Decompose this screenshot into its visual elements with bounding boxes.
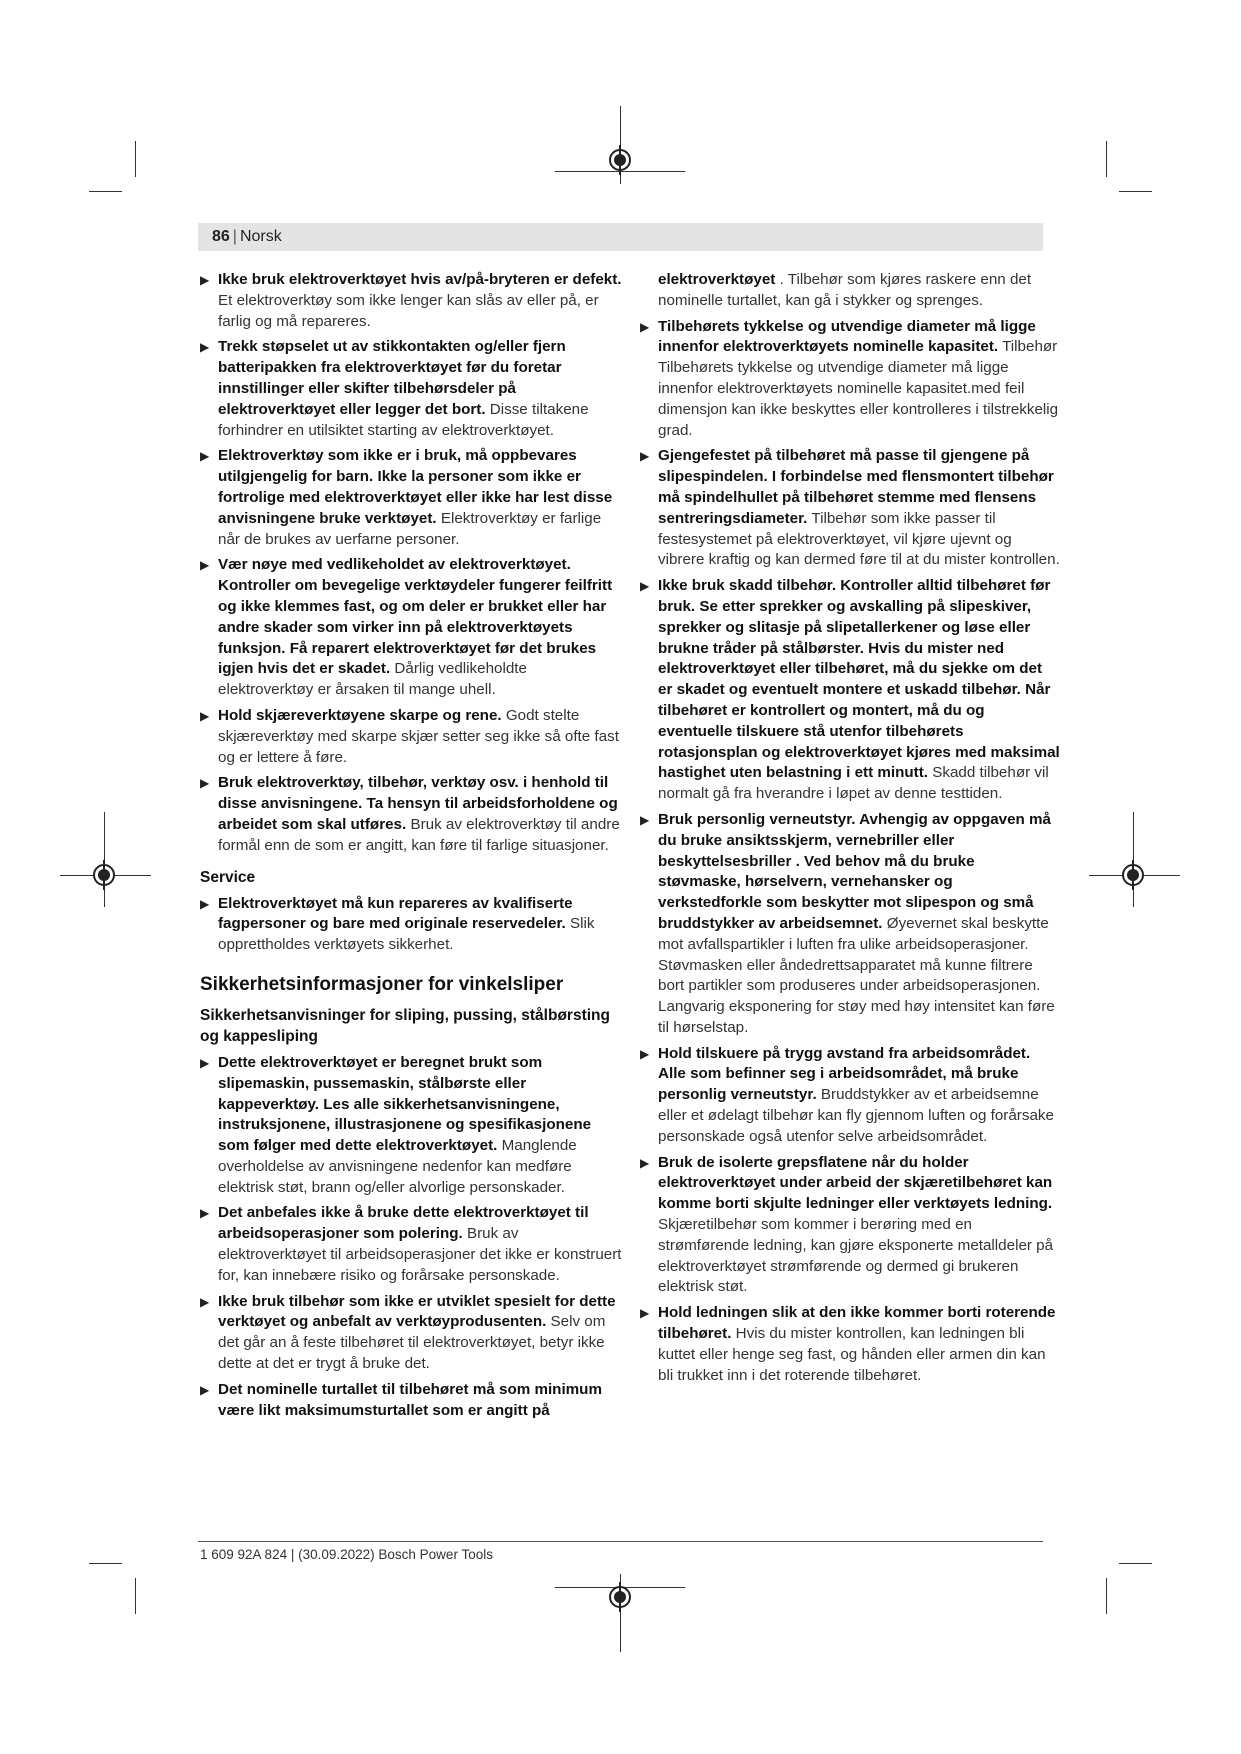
section-title: Sikkerhetsinformasjoner for vinkelsliper xyxy=(200,973,564,995)
triangle-right-icon: ▶ xyxy=(200,340,210,355)
page-footer: 1 609 92A 824 | (30.09.2022) Bosch Power Tools xyxy=(200,1547,493,1562)
safety-bullet: ▶ Ikke bruk elektroverktøyet hvis av/på-bryteren er defekt. Et elektroverktøy som ikke lenger kan slås av eller på, er farlig og må repareres. xyxy=(200,271,622,330)
safety-bullet: ▶ Det nominelle turtallet til tilbehøret må som minimum være likt maksimumsturtallet som er angitt på xyxy=(200,1380,602,1419)
page-header-bar xyxy=(198,223,1043,251)
safety-bullet: ▶ Gjengefestet på tilbehøret må passe til gjengene på slipespindelen. I forbindelse med flensmontert tilbehør må spindelhullet på tilbehøret stemme med flensens sentreringsdiameter. Tilbehør som ikke passer til festesystemet på elektroverktøyet, vil kjøre ujevnt og vibrere kraftig og kan dermed føre til at du mister kontrollen. xyxy=(640,447,1060,569)
triangle-right-icon: ▶ xyxy=(640,319,650,334)
triangle-right-icon: ▶ xyxy=(200,1055,210,1070)
triangle-right-icon: ▶ xyxy=(200,273,210,287)
registration-mark-icon xyxy=(609,149,631,171)
right-column xyxy=(640,270,1060,1391)
crop-mark xyxy=(89,1563,122,1564)
registration-mark-icon xyxy=(1122,864,1144,886)
triangle-right-icon: ▶ xyxy=(200,449,210,464)
safety-bullet: ▶ Elektroverktøyet må kun repareres av kvalifiserte fagpersoner og bare med originale reservedeler. Slik opprettholdes verktøyets sikkerhet. xyxy=(200,894,595,954)
registration-mark-icon xyxy=(93,864,115,886)
left-column xyxy=(200,270,625,1426)
triangle-right-icon: ▶ xyxy=(640,1306,650,1321)
triangle-right-icon: ▶ xyxy=(200,708,210,723)
triangle-right-icon: ▶ xyxy=(640,1155,650,1170)
triangle-right-icon: ▶ xyxy=(640,1046,650,1061)
crop-mark xyxy=(135,1578,136,1614)
triangle-right-icon: ▶ xyxy=(640,449,650,464)
crop-mark xyxy=(1106,1578,1107,1614)
safety-bullet: ▶ Tilbehørets tykkelse og utvendige diameter må ligge innenfor elektroverktøyets nominelle kapasitet. Tilbehør Tilbehørets tykkelse og utvendige diameter må ligge innenfor elektroverktøyets nominelle kapasitet.med feil dimensjon kan ikke beskyttes eller kontrolleres i tilstrekkelig grad. xyxy=(640,317,1059,439)
page-header xyxy=(212,226,282,248)
safety-bullet: ▶ Ikke bruk tilbehør som ikke er utviklet spesielt for dette verktøyet og anbefalt av verktøyprodusenten. Selv om det går an å feste tilbehøret til elektroverktøyet, betyr ikke dette at det er trygt å bruke det. xyxy=(200,1292,616,1373)
safety-bullet: ▶ Trekk støpselet ut av stikkontakten og/eller fjern batteripakken fra elektroverktøyet før du foretar innstillinger eller skifter tilbehørsdeler på elektroverktøyet eller legger det bort. Disse tiltakene forhindrer en utilsiktet starting av elektroverktøyet. xyxy=(200,338,589,439)
triangle-right-icon: ▶ xyxy=(200,1206,210,1221)
crop-mark xyxy=(1106,141,1107,177)
page-number: 86 xyxy=(212,228,230,245)
safety-bullet: ▶ Elektroverktøy som ikke er i bruk, må oppbevares utilgjengelig for barn. Ikke la personer som ikke er fortrolige med elektroverktøyet eller ikke har lest disse anvisningene bruke verktøyet. Elektroverktøy er farlige når de brukes av uerfarne personer. xyxy=(200,447,613,548)
crop-mark xyxy=(1119,191,1152,192)
safety-bullet: ▶ Bruk de isolerte grepsflatene når du holder elektroverktøyet under arbeid der skjæretilbehøret kan komme borti skjulte ledninger eller verktøyets ledning. Skjæretilbehør som kommer i berøring med en strømførende ledning, kan gjøre eksponerte metalldeler på elektroverktøyet strømførende og dermed gi brukeren elektrisk støt. xyxy=(640,1153,1054,1296)
safety-bullet: ▶ Det anbefales ikke å bruke dette elektroverktøyet til arbeidsoperasjoner som polering. Bruk av elektroverktøyet til arbeidsoperasjoner det ikke er konstruert for, kan innebære risiko og forårsake personskade. xyxy=(200,1204,622,1284)
safety-bullet: ▶ Dette elektroverktøyet er beregnet brukt som slipemaskin, pussemaskin, stålbørste eller kappeverktøy. Les alle sikkerhetsanvisningene, instruksjonene, illustrasjonene og spesifikasjonene som følger med dette elektroverktøyet. Manglende overholdelse av anvisningene nedenfor kan medføre elektrisk støt, brann og/eller alvorlige personskader. xyxy=(200,1053,592,1196)
triangle-right-icon: ▶ xyxy=(200,1382,210,1397)
safety-bullet: ▶ Hold skjæreverktøyene skarpe og rene. Godt stelte skjæreverktøy med skarpe skjær setter seg ikke så ofte fast og er lettere å føre. xyxy=(200,706,619,766)
crop-mark xyxy=(1119,1563,1152,1564)
safety-bullet: ▶ Bruk personlig verneutstyr. Avhengig av oppgaven må du bruke ansiktsskjerm, vernebriller eller beskyttelsesbriller . Ved behov må du bruke støvmaske, hørselvern, vernehansker og verkstedforkle som beskytter mot slipespon og små bruddstykker av arbeidsemnet. Øyevernet skal beskytte mot avfallspartikler i luften fra ulike arbeidsoperasjoner. Støvmasken eller åndedrettsapparatet må kunne filtrere bort partikler som produseres under arbeidsoperasjonen. Langvarig eksponering for støy med høy intensitet kan føre til hørselstap. xyxy=(640,810,1055,1036)
safety-bullet: ▶ Bruk elektroverktøy, tilbehør, verktøy osv. i henhold til disse anvisningene. Ta hensyn til arbeidsforholdene og arbeidet som skal utføres. Bruk av elektroverktøy til andre formål enn de som er angitt, kan føre til farlige situasjoner. xyxy=(200,774,620,854)
safety-bullet: ▶ Hold tilskuere på trygg avstand fra arbeidsområdet. Alle som befinner seg i arbeidsområdet, må bruke personlig verneutstyr. Bruddstykker av et arbeidsemne eller et ødelagt tilbehør kan fly gjennom luften og forårsake personskade også utenfor selve arbeidsområdet. xyxy=(640,1044,1054,1145)
triangle-right-icon: ▶ xyxy=(640,812,650,827)
safety-bullet: ▶ Vær nøye med vedlikeholdet av elektroverktøyet. Kontroller om bevegelige verktøydeler fungerer feilfritt og ikke klemmes fast, og om deler er brukket eller har andre skader som virker inn på elektroverktøyets funksjon. Få reparert elektroverktøyet før det brukes igjen hvis det er skadet. Dårlig vedlikeholdte elektroverktøy er årsaken til mange uhell. xyxy=(200,556,613,699)
registration-mark-icon xyxy=(609,1586,631,1608)
triangle-right-icon: ▶ xyxy=(200,776,210,791)
page-language: Norsk xyxy=(239,228,282,245)
safety-bullet: ▶ Ikke bruk skadd tilbehør. Kontroller alltid tilbehøret før bruk. Se etter sprekker og avskalling på slipeskiver, sprekker og slitasje på slipetallerkener og løse eller brukne tråder på stålbørster. Hvis du mister ned elektroverktøyet eller tilbehøret, må du sjekke om det er skadet og eventuelt montere et uskadd tilbehør. Når tilbehøret er kontrollert og montert, må du og eventuelle tilskuere stå utenfor tilbehørets rotasjonsplan og elektroverktøyet kjøres med maksimal hastighet uten belastning i ett minutt. Skadd tilbehør vil normalt gå fra hverandre i løpet av denne testtiden. xyxy=(640,577,1060,803)
crop-mark xyxy=(135,141,136,177)
continued-paragraph: elektroverktøyet . Tilbehør som kjøres raskere enn det nominelle turtallet, kan gå i stykker og sprenges. xyxy=(658,271,1032,309)
safety-bullet: ▶ Hold ledningen slik at den ikke kommer borti roterende tilbehøret. Hvis du mister kontrollen, kan ledningen bli kuttet eller henge seg fast, og hånden eller armen din kan bli trukket inn i det roterende tilbehøret. xyxy=(640,1304,1056,1384)
header-separator: | xyxy=(232,228,237,245)
triangle-right-icon: ▶ xyxy=(200,1294,210,1309)
triangle-right-icon: ▶ xyxy=(640,579,650,594)
section-subheading: Sikkerhetsanvisninger for sliping, pussing, stålbørsting og kappesliping xyxy=(200,1006,610,1045)
footer-divider xyxy=(198,1541,1043,1542)
triangle-right-icon: ▶ xyxy=(200,896,210,911)
service-heading: Service xyxy=(200,868,256,886)
triangle-right-icon: ▶ xyxy=(200,558,210,573)
crop-mark xyxy=(89,191,122,192)
